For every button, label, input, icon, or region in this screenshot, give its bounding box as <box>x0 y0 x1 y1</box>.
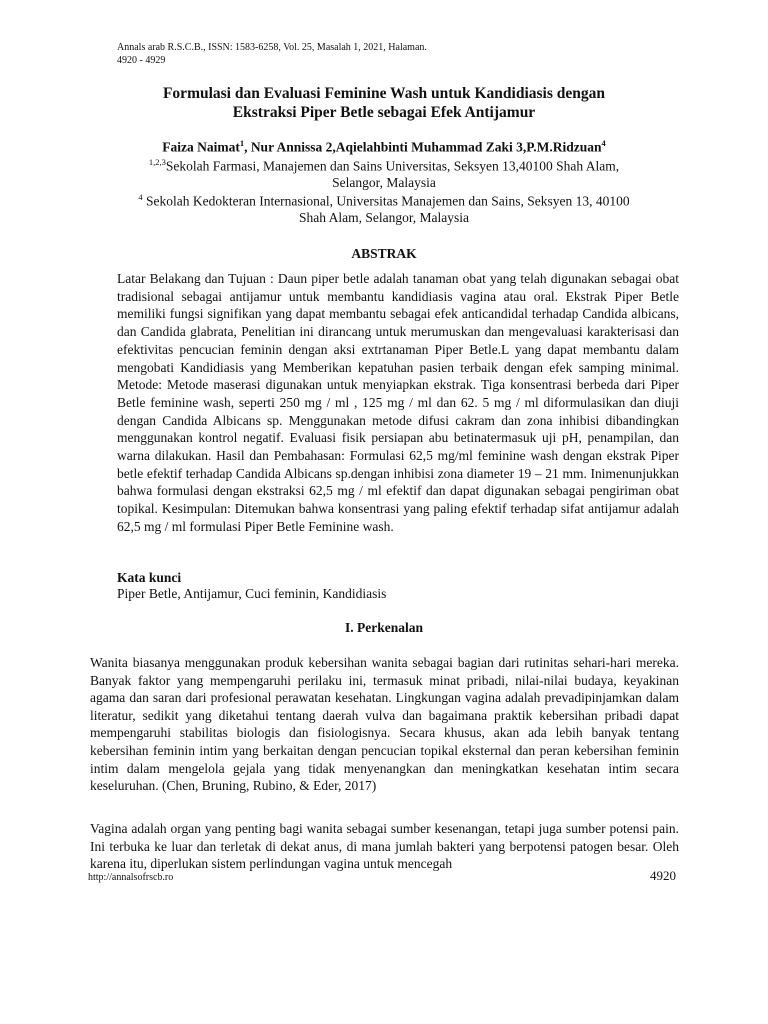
intro-paragraph-2: Vagina adalah organ yang penting bagi wanita sebagai sumber kesenangan, tetapi juga sumber potensi pain. Ini terbuka ke luar dan terletak di dekat anus, di mana jumlah bakteri yang berpotensi patogen besar. Oleh karena itu, diperlukan sistem perlindungan vagina untuk mencegah <box>90 821 679 872</box>
section-heading-introduction: I. Perkenalan <box>344 620 423 635</box>
author-first-sup: 1 <box>239 138 245 148</box>
affiliation-1-line1: Sekolah Farmasi, Manajemen dan Sains Universitas, Seksyen 13,40100 Shah Alam, <box>165 158 620 174</box>
author-rest: , Nur Annissa 2,Aqielahbinti Muhammad Zaki 3,P.M.Ridzuan <box>244 139 602 155</box>
affiliation-2 <box>40 189 728 227</box>
keywords-text: Piper Betle, Antijamur, Cuci feminin, Kandidiasis <box>117 586 387 601</box>
affiliation-2-line2: Shah Alam, Selangor, Malaysia <box>298 210 470 225</box>
journal-header-line2: 4920 - 4929 <box>117 55 166 66</box>
abstract-heading: ABSTRAK <box>351 246 417 261</box>
affiliation-2-line1: Sekolah Kedokteran Internasional, Universitas Manajemen dan Sains, Seksyen 13, 40100 <box>142 193 630 209</box>
author-first: Faiza Naimat <box>162 139 240 155</box>
keywords-heading: Kata kunci <box>117 570 182 585</box>
paper-title-line2: Ekstraksi Piper Betle sebagai Efek Antijamur <box>232 104 536 121</box>
paper-title-line1: Formulasi dan Evaluasi Feminine Wash untuk Kandidiasis dengan <box>162 85 606 102</box>
page-number: 4920 <box>650 868 676 883</box>
affiliation-1-sup: 1,2,3 <box>148 157 166 167</box>
abstract-text: Latar Belakang dan Tujuan : Daun piper betle adalah tanaman obat yang telah digunakan sebagai obat tradisional sebagai antijamur untuk membantu kandidiasis vagina atau oral. Ekstrak Piper Betle memiliki fungsi signifikan yang dapat membantu sebagai efek anticandidal terhadap Candida albicans, dan Candida glabrata, Penelitian ini dirancang untuk merumuskan dan mengevaluasi karakterisasi dan efektivitas pencucian feminin dengan aksi extrtanaman Piper Betle.L yang dapat membantu dalam mengobati Kandidiasis yang Memberikan kepatuhan pasien terbaik dengan efek samping minimal. Metode: Metode maserasi digunakan untuk menyiapkan ekstrak. Tiga konsentrasi berbeda dari Piper Betle feminine wash, seperti 250 mg / ml , 125 mg / ml dan 62. 5 mg / ml diformulasikan dan diuji dengan Candida Albicans sp. Menggunakan metode difusi cakram dan zona inhibisi dibandingkan menggunakan kontrol negatif. Evaluasi fisik persiapan abu betinatermasuk uji pH, penampilan, dan warna dilakukan. Hasil dan Pembahasan: Formulasi 62,5 mg/ml feminine wash dengan ekstrak Piper betle efektif terhadap Candida Albicans sp.dengan inhibisi zona diameter 19 – 21 mm. Inimenunjukkan bahwa formulasi dengan ekstraksi 62,5 mg / ml efektif dan dapat digunakan sebagai pengiriman obat topikal. Kesimpulan: Ditemukan bahwa konsentrasi yang paling efektif terhadap sifat antijamur adalah 62,5 mg / ml formulasi Piper Betle Feminine wash. <box>117 271 679 534</box>
affiliation-1-line2: Selangor, Malaysia <box>332 175 436 190</box>
footer-url[interactable]: http://annalsofrscb.ro <box>88 872 174 883</box>
affiliation-1 <box>40 154 728 192</box>
author-rest-sup: 4 <box>601 138 606 148</box>
author-list <box>40 135 728 156</box>
intro-paragraph-1: Wanita biasanya menggunakan produk kebersihan wanita sebagai bagian dari rutinitas sehari-hari mereka. Banyak faktor yang mempengaruhi perilaku ini, termasuk minat pribadi, nilai-nilai budaya, keyakinan agama dan saran dari profesional perawatan kesehatan. Lingkungan vagina adalah prevadipinjamkan dalam literatur, sedikit yang diketahui tentang daerah vulva dan bagaimana praktik kebersihan pribadi dapat mempengaruhi stabilitas biologis dan fisiologisnya. Secara khusus, akan ada lebih banyak tentang kebersihan feminin intim yang berkaitan dengan pencucian topikal eksternal dan peran kebersihan feminin intim dalam mengelola gejala yang tidak menyenangkan dan meningkatkan kesehatan intim secara keseluruhan. (Chen, Bruning, Rubino, & Eder, 2017) <box>90 655 679 794</box>
affiliation-2-sup: 4 <box>138 192 143 202</box>
journal-header <box>117 41 537 67</box>
journal-header-line1: Annals arab R.S.C.B., ISSN: 1583-6258, Vol. 25, Masalah 1, 2021, Halaman. <box>117 42 427 53</box>
paper-title <box>40 84 728 122</box>
